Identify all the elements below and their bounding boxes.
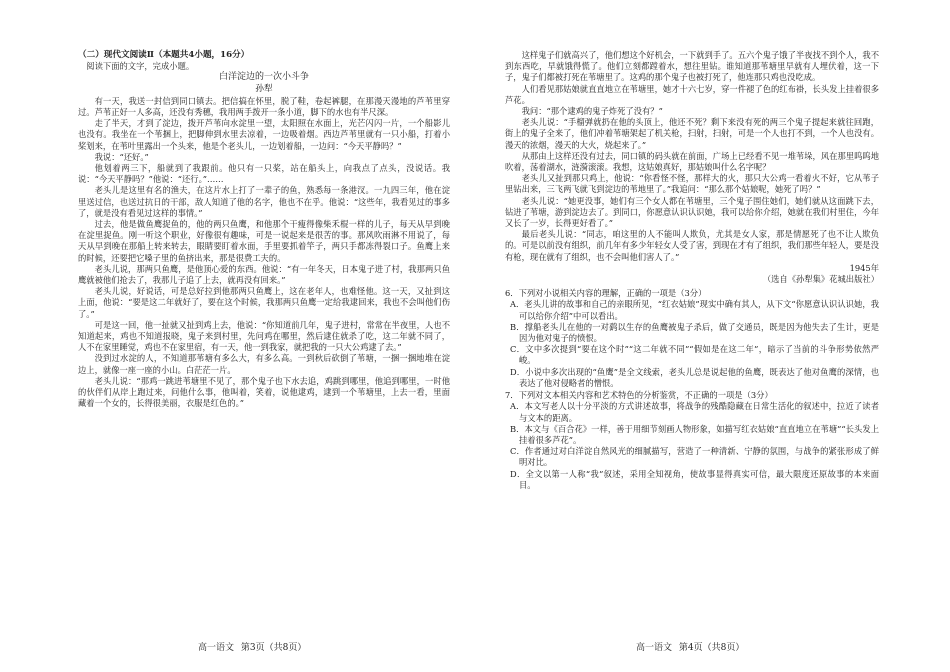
paragraph: 他划着两三下，船就到了我跟前。他只有一只桨，站在船头上，向我点了点头，没说话。我说：“今天平静吗？”他说：“还行。”…… xyxy=(78,163,450,185)
question-stem: 6．下列对小说相关内容的理解，正确的一项是（3分） xyxy=(505,288,707,299)
footer-page-number: 第4页（共8页） xyxy=(678,643,745,653)
paragraph: 从那由上这样还没有过去，同口镇的码头就在前面，广场上已经看不见一堆苇垛，风在那里呜呜地吹着，荡着湖水，涟漪滚滚。我想，这姑娘真好，那姑娘叫什么名字呢？ xyxy=(505,150,879,173)
paragraph: 过去，他是做鱼鹰捉鱼的，他的两只鱼鹰，和他那个干瘦得像柴禾棍一样的儿子，每天从早到晚在淀里捉鱼。刚一听这个职业，好像很有趣味，可是一说起来是很苦的事。那风吹雨淋不用说了，每天从早到晚在那船上转来转去，眼睛要盯着水面，手里要抓着竿子，两只手都冻得裂口子。鱼鹰上来的时候，还要把它嗓子里的鱼挤出来，那是很费工夫的。 xyxy=(78,219,450,263)
paragraph: 人们看见那姑娘就直直地立在苇塘里，她才十六七岁，穿一件褪了色的红布褂，长头发上挂着很多芦花。 xyxy=(505,83,879,105)
story-source: （选自《孙犁集》花城出版社） xyxy=(762,274,879,285)
instruction: 阅读下面的文字，完成小题。 xyxy=(86,61,195,72)
right-column xyxy=(505,50,879,491)
option-d: D．小说中多次出现的“鱼鹰”是全文线索，老头儿总是说起他的鱼鹰，既表达了他对鱼鹰的深情，也表达了他对侵略者的憎恨。 xyxy=(510,366,879,388)
footer-left xyxy=(198,640,310,653)
paragraph: 我说：“还好。” xyxy=(94,151,149,162)
section-title: （二）现代文阅读Ⅱ（本题共4小题，16分） xyxy=(78,50,250,60)
option-d: D．全文以第一人称“我”叙述，采用全知视角，使故事显得真实可信，最大限度还原故事的本来面目。 xyxy=(510,468,879,490)
footer-page-number: 第3页（共8页） xyxy=(240,643,307,653)
paragraph: 可是这一回，他一扯就又扯到鸡上去，他说：“你知道前几年，鬼子进村，常常在半夜里，人也不知道起来，鸡也不知道报晓，鬼子来到村里，先问鸡在哪里，然后逮住就杀了吃，这二年就不同了，人不在家里睡觉，鸡也不在家里宿，有一天，他一到我家，就把我的一只大公鸡逮了去。” xyxy=(78,319,450,353)
option-a: A．本文写老人以十分平淡的方式讲述故事，将战争的残酷隐藏在日常生活化的叙述中，拉近了读者与文本的距离。 xyxy=(510,401,879,423)
story-title: 白洋淀边的一次小斗争 xyxy=(218,72,309,83)
paragraph: 有一天，我送一封信到同口镇去。把信搞在怀里，脱了鞋，卷起裤腿，在那漫天漫地的芦苇里穿过。芦苇正好一人多高，还没有秀穗，我用两手拨开一条小道，脚下的水也有半尺深。 xyxy=(78,95,450,118)
story-author: 孙犁 xyxy=(255,83,273,94)
option-c: C．作者通过对白洋淀自然风光的细腻描写，营造了一种清新、宁静的氛围，与战争的紧张形成了鲜明对比。 xyxy=(510,446,879,468)
question-7 xyxy=(505,390,879,491)
paragraph: 老头儿说，好说话，可是总好拉到他那两只鱼鹰上，这在老年人，也难怪他。这一天，又扯到这上面，他说：“要是这二年就好了，要在这个时候，我那两只鱼鹰一定给我逮回来，我也不会叫他们伤了。” xyxy=(78,286,450,319)
option-b: B．本文与《百合花》一样，善于用细节刻画人物形象，如描写红衣姑娘“直直地立在苇塘”“长头发上挂着很多芦花”。 xyxy=(510,423,879,445)
option-a: A．老头儿讲的故事和自己的亲眼所见，“红衣姑娘”现实中确有其人，从下文“你愿意认识认识她，我可以给你介绍”中可以看出。 xyxy=(510,299,879,321)
paragraph: 这样鬼子们就高兴了，他们想这个好机会，一下就到手了。五六个鬼子饿了半夜找不到个人，我不到东西吃，早就饿得慌了。他们立刻都蹚着水，想往里钻。谁知道那苇塘里早就有人埋伏着，这一下子，鬼子们都被打死在苇塘里了。这鸡的那个鬼子也被打死了，他连那只鸡也没吃成。 xyxy=(505,50,879,83)
paragraph: 老头儿是这里有名的渔夫，在这片水上打了一辈子的鱼，熟悉每一条港汊。一九四三年，他在淀里送过信，也送过抗日的干部，敌人知道了他的名字，他也不在乎。他说：“这些年，我看见过的事多了，就是没有看见过这样的事情。” xyxy=(78,185,450,218)
paragraph: 没到过水淀的人，不知道那苇塘有多么大，有多么高。一到秋后砍倒了苇塘，一捆一捆地堆在淀边上，就像一座一座的小山。白茫茫一片。 xyxy=(78,353,450,375)
paragraph: 老头儿说，那两只鱼鹰，是他顶心爱的东西。他说：“有一年冬天，日本鬼子进了村，我那两只鱼鹰就被他们抢去了，我那儿子追了上去，就再没有回来。” xyxy=(78,263,450,286)
paragraph: 走了半天，才到了淀边，拨开芦苇向水淀里一望，太阳照在水面上，光芒闪闪一片，一个船影儿也没有。我坐在一个苇捆上，把脚伸到水里去凉着，一边吸着烟。西边芦苇里就有一只小船，打着小桨划来，在苇叶里露出一个头来，他是个老头儿，一边划着船，一边问：“今天平静吗？” xyxy=(78,118,450,151)
paragraph: 老头儿说：“她更没事，她们有三个女人都在苇塘里，三个鬼子围住她们，她们就从这面跳下去，钻进了苇塘，游到淀边去了。到同口，你愿意认识认识她，我可以给你介绍，她就在我们村里住，今年又长了一岁，长得更好看了。” xyxy=(505,195,879,229)
question-stem: 7．下列对文本相关内容和艺术特色的分析鉴赏，不正确的一项是（3分） xyxy=(505,390,773,401)
paragraph: 老头儿说：“手榴弹就扔在他的头顶上，他还不死？剩下来没有死的两三个鬼子提起来就往回跑，街上的鬼子全来了，他们冲着苇塘架起了机关枪，扫射，扫射，可是一个人也打不到，一个人也没有。漫天的浓烟，漫天的大火，烧起来了。” xyxy=(505,117,879,150)
option-b: B．撑船老头儿在他的一对鹞以生存的鱼鹰被鬼子杀后，做了交通员，既是因为他失去了生计，更是因为他对鬼子的愤恨。 xyxy=(510,321,879,344)
option-c: C．文中多次提到“要在这个时”“这二年就不同”“假如是在这二年”，暗示了当前的斗争形势依然严峻。 xyxy=(510,344,879,366)
footer-subject: 高一语文 xyxy=(636,643,673,653)
question-6 xyxy=(505,288,879,389)
paragraph: 老头儿说：“那鸡一跳进苇塘里不见了，那个鬼子也下水去追，鸡跳到哪里，他追到哪里，一时他的伙伴们从岸上跑过来，问他什么事，他叫着，笑着，说他逮鸡，逮到一个苇塘里，上去一看，里面藏着一个女的，长得很美丽，衣服是红色的。” xyxy=(78,375,450,409)
footer-right xyxy=(636,640,748,653)
paragraph: 我问：“那个逮鸡的鬼子炸死了没有？” xyxy=(521,106,663,117)
paragraph: 最后老头儿说：“同志，咱这里的人不能叫人欺负，尤其是女人家，那是情愿死了也不让人欺负的。可是以前没有组织，前几年有多少年轻女人受了害，到现在才有了组织，我们那些年轻人，要是没有枪，现在就有了组织，也不会叫他们害人了。” xyxy=(505,229,879,262)
footer-subject: 高一语文 xyxy=(198,643,235,653)
paragraph: 老头儿又扯到那只鸡上，他说：“你看怪不怪，那样大的火，那只大公鸡一看着火不好，它从苇子里钻出来，三飞两飞就飞到淀边的苇地里了。”我追问：“那么那个姑娘呢，她死了吗？” xyxy=(505,173,879,195)
left-column xyxy=(78,50,450,410)
story-year: 1945年 xyxy=(849,262,879,273)
